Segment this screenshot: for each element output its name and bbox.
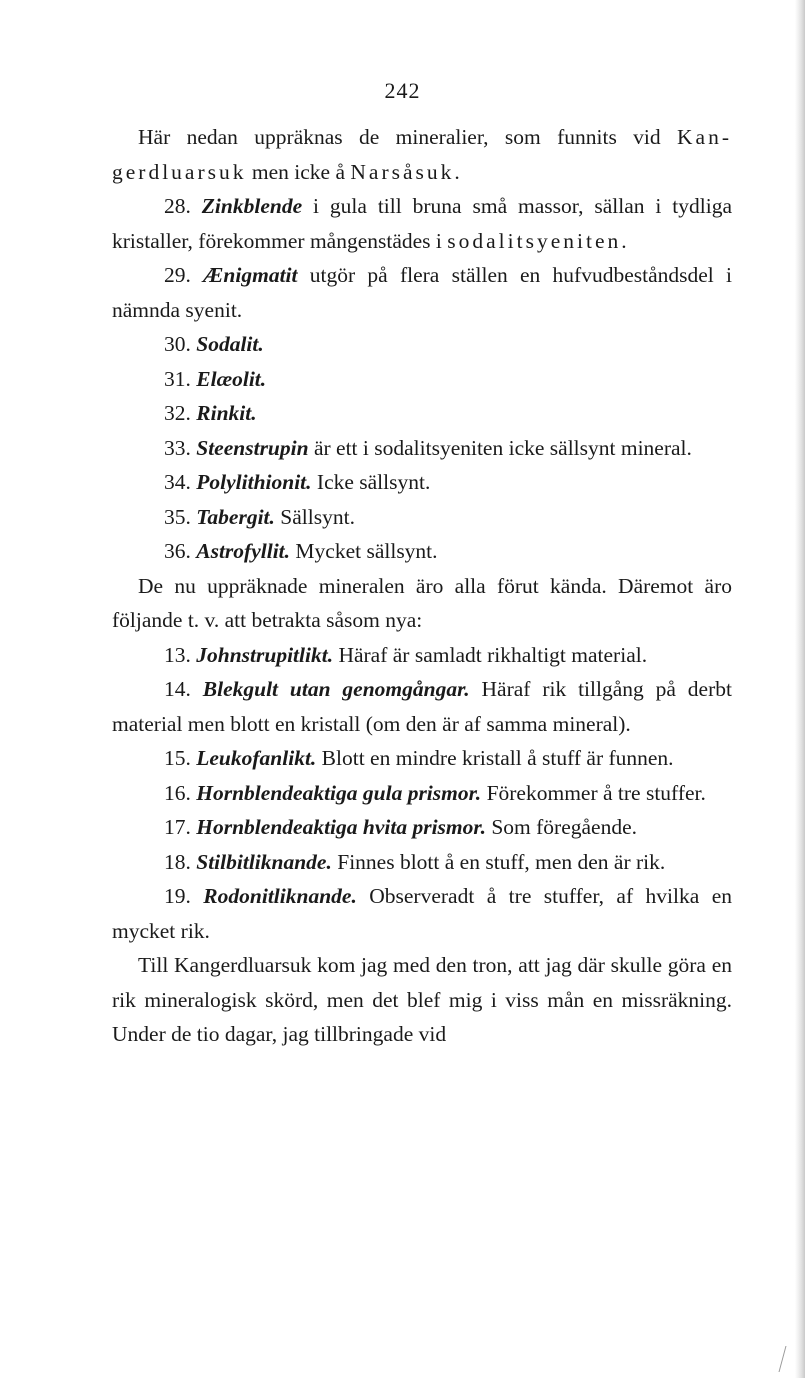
- mineral-name: Hornblendeaktiga hvita prismor.: [196, 815, 486, 839]
- entry-number: 32.: [164, 401, 191, 425]
- entry-text: Finnes blott å en stuff, men den är rik.: [331, 849, 666, 874]
- entry-number: 30.: [164, 332, 191, 356]
- mineral-name: Rinkit.: [196, 401, 257, 425]
- mineral-name: Astrofyllit.: [196, 539, 291, 563]
- entry-text: Blott en mindre kristall å stuff är funnen.: [316, 746, 674, 770]
- entry-number: 29.: [164, 263, 191, 287]
- middle-paragraph: De nu uppräknade mineralen äro alla förut kända. Däremot äro följande t. v. att betrakta såsom nya:: [112, 573, 732, 632]
- place-name: Kan-gerdluarsuk: [112, 125, 732, 184]
- place-name: Narsåsuk: [350, 159, 455, 184]
- mineral-name: Sodalit.: [196, 332, 264, 356]
- intro-text: Här nedan uppräknas de mineralier, som funnits vid: [138, 125, 678, 149]
- entry-number: 18.: [164, 849, 191, 874]
- entry-text: Häraf rik tillgång på derbt material men blott en kristall (om den är af samma mineral).: [112, 677, 732, 736]
- entry-text: Som föregående.: [485, 815, 637, 839]
- entry-text: .: [621, 228, 627, 253]
- mineral-entry: [112, 638, 732, 673]
- entry-text: Mycket sällsynt.: [290, 539, 438, 563]
- entry-number: 14.: [164, 677, 191, 701]
- mineral-name: Johnstrupitlikt.: [196, 642, 334, 667]
- mineral-name: Zinkblende: [201, 194, 303, 218]
- mineral-entry: [112, 258, 732, 327]
- final-paragraph: Till Kangerdluarsuk kom jag med den tron, att jag där skulle göra en rik mineralogisk skörd, men det blef mig i viss mån en missräkning. Under de tio dagar, jag tillbringade vid: [112, 953, 732, 1046]
- mineral-name: Elæolit.: [196, 366, 267, 391]
- entry-text: är ett i sodalitsyeniten icke sällsynt mineral.: [308, 435, 692, 460]
- entry-text: i gula till bruna små massor, sällan i tydliga kristaller, förekommer mångenstädes i: [112, 194, 732, 253]
- page-number: 242: [384, 78, 421, 103]
- entry-text: Sällsynt.: [274, 504, 355, 529]
- mineral-entry: [112, 189, 732, 258]
- text-body: [112, 120, 732, 1052]
- mineral-entry: [112, 534, 732, 569]
- corner-mark: [771, 1346, 787, 1372]
- mineral-entry: [112, 672, 732, 741]
- entry-number: 19.: [164, 884, 191, 908]
- mineral-list-known: [112, 189, 732, 569]
- entry-number: 13.: [164, 642, 191, 667]
- entry-text: Observeradt å tre stuffer, af hvilka en mycket rik.: [112, 884, 732, 943]
- mineral-name: Steenstrupin: [196, 435, 309, 460]
- mineral-entry: [112, 396, 732, 431]
- mineral-entry: [112, 465, 732, 500]
- mineral-name: Stilbitliknande.: [196, 849, 332, 874]
- mineral-entry: [112, 362, 732, 397]
- mineral-name: Hornblendeaktiga gula prismor.: [196, 780, 482, 805]
- intro-text: .: [454, 159, 460, 184]
- mineral-name: Polylithionit.: [196, 470, 312, 494]
- entry-text: Häraf är samladt rikhaltigt material.: [333, 642, 648, 667]
- mineral-entry: [112, 431, 732, 466]
- mineral-name: Rodonitliknande.: [203, 884, 357, 908]
- mineral-entry: [112, 845, 732, 880]
- mineral-name: Tabergit.: [196, 504, 275, 529]
- entry-number: 28.: [164, 194, 191, 218]
- entry-text: Icke sällsynt.: [311, 470, 431, 494]
- entry-number: 36.: [164, 539, 191, 563]
- mineral-entry: [112, 810, 732, 845]
- intro-text: men icke å: [246, 159, 351, 184]
- entry-number: 17.: [164, 815, 191, 839]
- entry-number: 31.: [164, 366, 191, 391]
- intro-paragraph: [112, 120, 732, 189]
- entry-number: 15.: [164, 746, 191, 770]
- entry-number: 33.: [164, 435, 191, 460]
- entry-text: utgör på flera ställen en hufvudbeståndsdel i nämnda syenit.: [112, 263, 732, 322]
- entry-number: 16.: [164, 780, 191, 805]
- mineral-entry: [112, 741, 732, 776]
- mineral-entry: [112, 500, 732, 535]
- mineral-entry: [112, 327, 732, 362]
- entry-number: 35.: [164, 504, 191, 529]
- entry-number: 34.: [164, 470, 191, 494]
- mineral-entry: [112, 776, 732, 811]
- mineral-entry: [112, 879, 732, 948]
- mineral-list-new: [112, 638, 732, 949]
- mineral-name: Blekgult utan genomgångar.: [202, 677, 470, 701]
- mineral-name: Ænigmatit: [203, 263, 298, 287]
- mineral-name: Leukofanlikt.: [196, 746, 317, 770]
- entry-text: Förekommer å tre stuffer.: [481, 780, 706, 805]
- page-edge-shadow: [795, 0, 805, 1378]
- spaced-term: sodalitsyeniten: [447, 228, 622, 253]
